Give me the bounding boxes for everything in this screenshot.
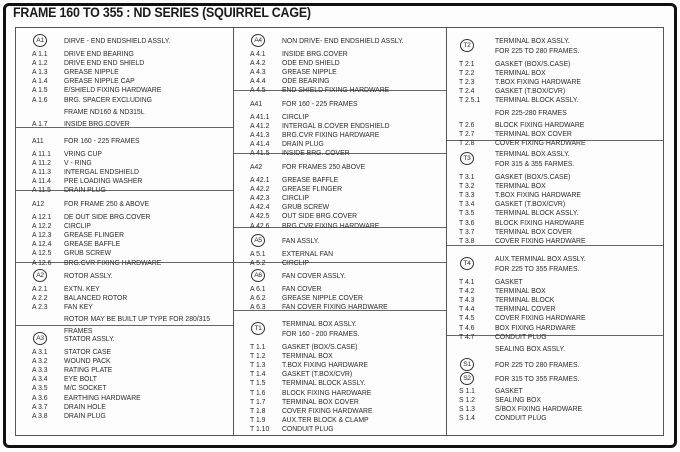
part-name: TERMINAL BLOCK ASSLY.	[495, 95, 579, 105]
part-name: TERMINAL BOX	[495, 286, 546, 296]
part-code: A 42.2	[250, 184, 270, 194]
part-code: T 2.2	[459, 68, 475, 78]
part-code: T 1.3	[250, 360, 266, 370]
badge-t4: T4	[460, 257, 474, 270]
part-code: A 2.3	[32, 302, 48, 312]
part-code: A 42.6	[250, 220, 270, 230]
part-code: T 1.7	[250, 396, 266, 406]
part-note: ROTOR MAY BE BUILT UP TYPE FOR 280/315	[64, 314, 211, 324]
column-3	[447, 28, 663, 435]
part-code: T 4.4	[459, 304, 475, 314]
part-code: T 3.4	[459, 199, 475, 209]
section-heading: NON DRIVE- END ENDSHIELD ASSLY.	[282, 36, 404, 45]
part-code: T 3.1	[459, 172, 475, 181]
part-code: T 4.3	[459, 295, 475, 305]
part-name: BRG. SPACER EXCLUDING	[64, 94, 152, 104]
section-heading: ROTOR ASSLY.	[64, 271, 113, 280]
part-code: A 3.2	[32, 356, 48, 366]
part-name: GRUB SCREW	[64, 248, 112, 258]
part-code: T 4.1	[459, 277, 475, 286]
part-name: SEALING BOX	[495, 395, 541, 405]
part-code: T 3.8	[459, 235, 475, 245]
part-code: T 1.4	[250, 369, 266, 379]
part-name: GASKET (T.BOX/CVR)	[495, 199, 566, 209]
part-code: A 12.3	[32, 230, 52, 240]
part-code: A 4.3	[250, 67, 266, 77]
part-code: A 11.2	[32, 158, 51, 168]
column-2	[234, 28, 447, 435]
part-name: GASKET (BOX/S.CASE)	[495, 59, 571, 68]
part-code: A 1.1	[32, 49, 48, 58]
part-note: FRAME ND160 & ND315L	[64, 106, 145, 116]
badge-a4: A4	[251, 34, 265, 47]
part-code: T 4.7	[459, 331, 475, 341]
part-code: A 41.2	[250, 121, 270, 131]
part-name: DRAIN HOLE	[64, 401, 106, 411]
section-a3	[16, 326, 233, 434]
badge-a6: A6	[251, 269, 265, 282]
part-name: CONDUIT PLUG	[495, 331, 547, 341]
part-name: CIRCLIP	[282, 112, 309, 121]
part-name: GREASE BAFFLE	[282, 175, 339, 184]
part-code: T 2.1	[459, 59, 475, 68]
section-a12	[16, 191, 233, 267]
part-code: T 3.3	[459, 190, 475, 200]
part-name: COVER FIXING HARDWARE	[495, 313, 586, 323]
part-code: A 11.5	[32, 185, 51, 195]
part-name: WOUND PACK	[64, 356, 111, 366]
badge-t2: T2	[460, 39, 474, 52]
part-code: T 2.7	[459, 128, 475, 138]
part-name: RATING PLATE	[64, 365, 113, 375]
part-code: A 41.5	[250, 148, 270, 158]
part-name: VRING CUP	[64, 149, 102, 158]
part-code: S 1.3	[459, 404, 475, 414]
part-name: TERMINAL BOX COVER	[495, 226, 572, 236]
part-name: BALANCED ROTOR	[64, 293, 128, 303]
part-name: TERMINAL BOX	[282, 351, 333, 361]
part-code: T 3.6	[459, 217, 475, 227]
section-heading: TERMINAL BOX ASSLY.	[282, 319, 357, 328]
part-code: A 1.6	[32, 94, 48, 104]
part-code: T 1.5	[250, 378, 266, 388]
section-code: A12	[32, 199, 45, 208]
part-code: A 5.1	[250, 249, 266, 258]
part-code: A 3.6	[32, 392, 48, 402]
part-name: TERMINAL BOX COVER	[495, 128, 572, 138]
part-name: BLOCK FIXING HARDWARE	[495, 217, 585, 227]
part-name: CIRCLIP	[282, 193, 309, 203]
part-name: COVER FIXING HARDWARE	[495, 137, 586, 147]
part-code: A 12.1	[32, 212, 52, 221]
part-note: FRAMES	[64, 326, 93, 336]
part-name: T.BOX FIXING HARDWARE	[282, 360, 368, 370]
part-code: A 1.7	[32, 118, 48, 128]
part-code: A 3.4	[32, 374, 48, 384]
part-code: T 4.6	[459, 322, 475, 332]
part-code: A 42.1	[250, 175, 270, 184]
part-code: T 1.6	[250, 387, 266, 397]
part-name: FAN COVER FIXING HARDWARE	[282, 302, 388, 312]
part-name: GASKET (BOX/S.CASE)	[495, 172, 571, 181]
part-code: A 4.5	[250, 85, 266, 95]
part-code: A 6.3	[250, 302, 266, 312]
part-name: BLOCK FIXING HARDWARE	[282, 387, 372, 397]
part-name: DRAIN PLUG	[64, 185, 106, 195]
part-name: TERMINAL BOX	[495, 181, 546, 191]
column-1	[16, 28, 234, 435]
part-code: A 3.1	[32, 347, 48, 356]
sub-heading: FOR 225 TO 280 FRAMES.	[495, 360, 580, 369]
badge-s2: S2	[460, 372, 474, 385]
part-name: BLOCK FIXING HARDWARE	[495, 119, 585, 129]
part-name: INTERGAL B.COVER ENDSHIELD	[282, 121, 390, 131]
part-name: TERMINAL BLOCK ASSLY.	[282, 378, 366, 388]
part-name: GASKET	[495, 277, 523, 286]
part-name: INSIDE BRG. COVER	[282, 148, 350, 158]
section-heading: STATOR ASSLY.	[64, 334, 115, 343]
part-name: GASKET (BOX/S.CASE)	[282, 342, 358, 351]
part-name: TERMINAL BOX COVER	[282, 396, 359, 406]
part-code: A 2.2	[32, 293, 48, 303]
part-name: BOX FIXING HARDWARE	[495, 322, 576, 332]
section-heading: FOR 160 - 225 FRAMES	[64, 136, 140, 145]
page-title: FRAME 160 TO 355 : ND SERIES (SQUIRREL CAGE)	[13, 5, 311, 20]
part-code: A 1.5	[32, 85, 48, 95]
part-name: GREASE BAFFLE	[64, 239, 121, 249]
part-name: INSIDE BRG.COVER	[282, 49, 348, 58]
part-code: A 6.2	[250, 293, 266, 303]
part-code: A 4.4	[250, 76, 266, 86]
part-name: T.BOX FIXING HARDWARE	[495, 190, 581, 200]
part-code: T 4.5	[459, 313, 475, 323]
part-name: EYE BOLT	[64, 374, 97, 384]
section-heading: FOR 225 TO 280 FRAMES.	[495, 46, 580, 55]
badge-a1: A1	[33, 34, 47, 47]
badge-t1: T1	[251, 322, 265, 335]
part-name: ODE END SHIELD	[282, 58, 340, 68]
part-name: EXTN. KEY	[64, 284, 100, 293]
part-code: A 1.2	[32, 58, 48, 68]
part-name: TERMINAL BLOCK	[495, 295, 555, 305]
part-code: A 12.2	[32, 221, 52, 231]
part-name: GREASE FLINGER	[64, 230, 125, 240]
part-code: A 11.3	[32, 167, 51, 177]
part-name: GREASE NIPPLE	[282, 67, 337, 77]
section-heading: SEALING BOX ASSLY.	[495, 344, 566, 353]
part-name: FAN KEY	[64, 302, 93, 312]
section-a6	[234, 263, 446, 311]
part-name: CIRCLIP	[64, 221, 91, 231]
part-code: T 2.4	[459, 86, 475, 96]
part-name: END SHIELD FIXING HARDWARE	[282, 85, 390, 95]
part-name: V - RING	[64, 158, 92, 168]
section-heading: FOR 225 TO 355 FRAMES.	[495, 264, 580, 273]
part-code: A 3.3	[32, 365, 48, 375]
section-heading: FAN COVER ASSLY.	[282, 271, 346, 280]
part-code: A 41.4	[250, 139, 270, 149]
section-a2	[16, 263, 233, 336]
part-code: S 1.4	[459, 413, 475, 423]
section-a11	[16, 128, 233, 195]
part-code: A 42.3	[250, 193, 270, 203]
part-name: E/SHIELD FIXING HARDWARE	[64, 85, 162, 95]
part-name: GREASE NIPPLE COVER	[282, 293, 363, 303]
part-name: CIRCLIP	[282, 258, 309, 268]
part-code: A 2.1	[32, 284, 48, 293]
part-name: BRG.CVR FIXING HARDWARE	[64, 257, 162, 267]
part-code: T 1.9	[250, 414, 266, 424]
section-a42	[234, 154, 446, 228]
part-name: GRUB SCREW	[282, 202, 330, 212]
section-sealing-box	[447, 336, 663, 434]
section-code: A41	[250, 99, 263, 108]
part-name: GREASE NIPPLE CAP	[64, 76, 135, 86]
part-name: BRG.CVR FIXING HARDWARE	[282, 130, 380, 140]
section-t1	[234, 311, 446, 434]
section-heading: FOR 315 & 355 FARMES.	[495, 159, 575, 168]
part-code: A 12.4	[32, 239, 52, 249]
part-name: DE OUT SIDE BRG.COVER	[64, 212, 151, 221]
part-code: A 3.8	[32, 410, 48, 420]
section-code: A42	[250, 162, 263, 171]
part-code: S 1.1	[459, 386, 475, 395]
section-t4	[447, 246, 663, 341]
section-code: A11	[32, 136, 44, 145]
part-name: ODE BEARING	[282, 76, 330, 86]
part-name: COVER FIXING HARDWARE	[495, 235, 586, 245]
part-code: A 3.7	[32, 401, 48, 411]
section-heading: TERMINAL BOX ASSLY.	[495, 36, 570, 45]
part-name: INTERGAL ENDSHIELD	[64, 167, 139, 177]
part-name: CONDUIT PLUG	[282, 423, 334, 433]
part-name: M/C SOCKET	[64, 383, 107, 393]
part-code: A 42.4	[250, 202, 270, 212]
part-code: A 42.5	[250, 211, 270, 221]
part-code: T 3.2	[459, 181, 475, 191]
part-name: GREASE NIPPLE	[64, 67, 119, 77]
part-name: GASKET (T.BOX/CVR)	[495, 86, 566, 96]
part-code: T 2.5.1	[459, 95, 481, 105]
part-code: T 1.2	[250, 351, 266, 361]
part-code: A 12.5	[32, 248, 52, 258]
part-name: EXTERNAL FAN	[282, 249, 334, 258]
part-code: A 4.1	[250, 49, 266, 58]
section-t3	[447, 141, 663, 246]
part-name: CONDUIT PLUG	[495, 413, 547, 423]
part-code: A 11.1	[32, 149, 51, 158]
part-code: T 1.8	[250, 405, 266, 415]
part-name: EARTHING HARDWARE	[64, 392, 141, 402]
part-name: INSIDE BRG.COVER	[64, 118, 130, 128]
part-code: T 1.10	[250, 423, 270, 433]
part-code: A 12.6	[32, 257, 52, 267]
part-name: GASKET	[495, 386, 523, 395]
part-code: T 4.2	[459, 286, 475, 296]
part-name: TERMINAL BOX	[495, 68, 546, 78]
part-name: PRE LOADING WASHER	[64, 176, 143, 186]
part-name: BRG.CVR FIXING HARDWARE	[282, 220, 380, 230]
part-name: T.BOX FIXING HARDWARE	[495, 77, 581, 87]
section-heading: FOR 160 - 200 FRAMES.	[282, 329, 360, 338]
part-name: GREASE FLINGER	[282, 184, 343, 194]
part-code: A 4.2	[250, 58, 266, 68]
part-name: DRAIN PLUG	[282, 139, 324, 149]
part-code: T 2.6	[459, 119, 475, 129]
sub-heading: FOR 315 TO 355 FRAMES.	[495, 374, 580, 383]
badge-a3: A3	[33, 332, 47, 345]
part-code: S 1.2	[459, 395, 475, 405]
section-a41	[234, 91, 446, 158]
part-code: A 1.3	[32, 67, 48, 77]
section-a1	[16, 28, 233, 128]
part-code: A 5.2	[250, 258, 266, 268]
badge-a2: A2	[33, 269, 47, 282]
part-code: A 6.1	[250, 284, 266, 293]
parts-table	[15, 27, 664, 436]
part-name: S/BOX FIXING HARDWARE	[495, 404, 583, 414]
section-t2	[447, 28, 663, 147]
part-name: DRIVE END BEARING	[64, 49, 134, 58]
part-note: FOR 225-280 FRAMES	[495, 107, 567, 117]
part-name: DRIVE END END SHIELD	[64, 58, 145, 68]
part-name: TERMINAL COVER	[495, 304, 556, 314]
badge-t3: T3	[460, 152, 474, 165]
section-heading: TERMINAL BOX ASSLY.	[495, 149, 570, 158]
part-name: DRAIN PLUG	[64, 410, 106, 420]
part-code: T 2.8	[459, 137, 475, 147]
part-code: T 1.1	[250, 342, 266, 351]
section-heading: AUX.TERMINAL BOX ASSLY.	[495, 254, 586, 263]
section-heading: FOR FRAMES 250 ABOVE	[282, 162, 366, 171]
part-name: GASKET (T.BOX/CVR)	[282, 369, 353, 379]
part-code: A 41.3	[250, 130, 270, 140]
section-heading: FOR 160 - 225 FRAMES	[282, 99, 358, 108]
badge-s1: S1	[460, 358, 474, 371]
part-name: STATOR CASE	[64, 347, 112, 356]
part-name: OUT SIDE BRG.COVER	[282, 211, 358, 221]
section-heading: FAN ASSLY.	[282, 236, 320, 245]
section-a4	[234, 28, 446, 95]
part-code: A 3.5	[32, 383, 48, 393]
part-name: FAN COVER	[282, 284, 322, 293]
part-code: T 2.3	[459, 77, 475, 87]
part-code: A 1.4	[32, 76, 48, 86]
part-code: A 41.1	[250, 112, 270, 121]
section-heading: FOR FRAME 250 & ABOVE	[64, 199, 150, 208]
section-heading: DIRVE - END ENDSHIELD ASSLY.	[64, 36, 171, 45]
section-a5	[234, 228, 446, 268]
part-code: T 3.5	[459, 208, 475, 218]
part-name: AUX.TER BLOCK & CLAMP	[282, 414, 369, 424]
part-code: T 3.7	[459, 226, 475, 236]
badge-a5: A5	[251, 234, 265, 247]
part-name: TERMINAL BLOCK ASSLY.	[495, 208, 579, 218]
part-name: COVER FIXING HARDWARE	[282, 405, 373, 415]
part-code: A 11.4	[32, 176, 51, 186]
